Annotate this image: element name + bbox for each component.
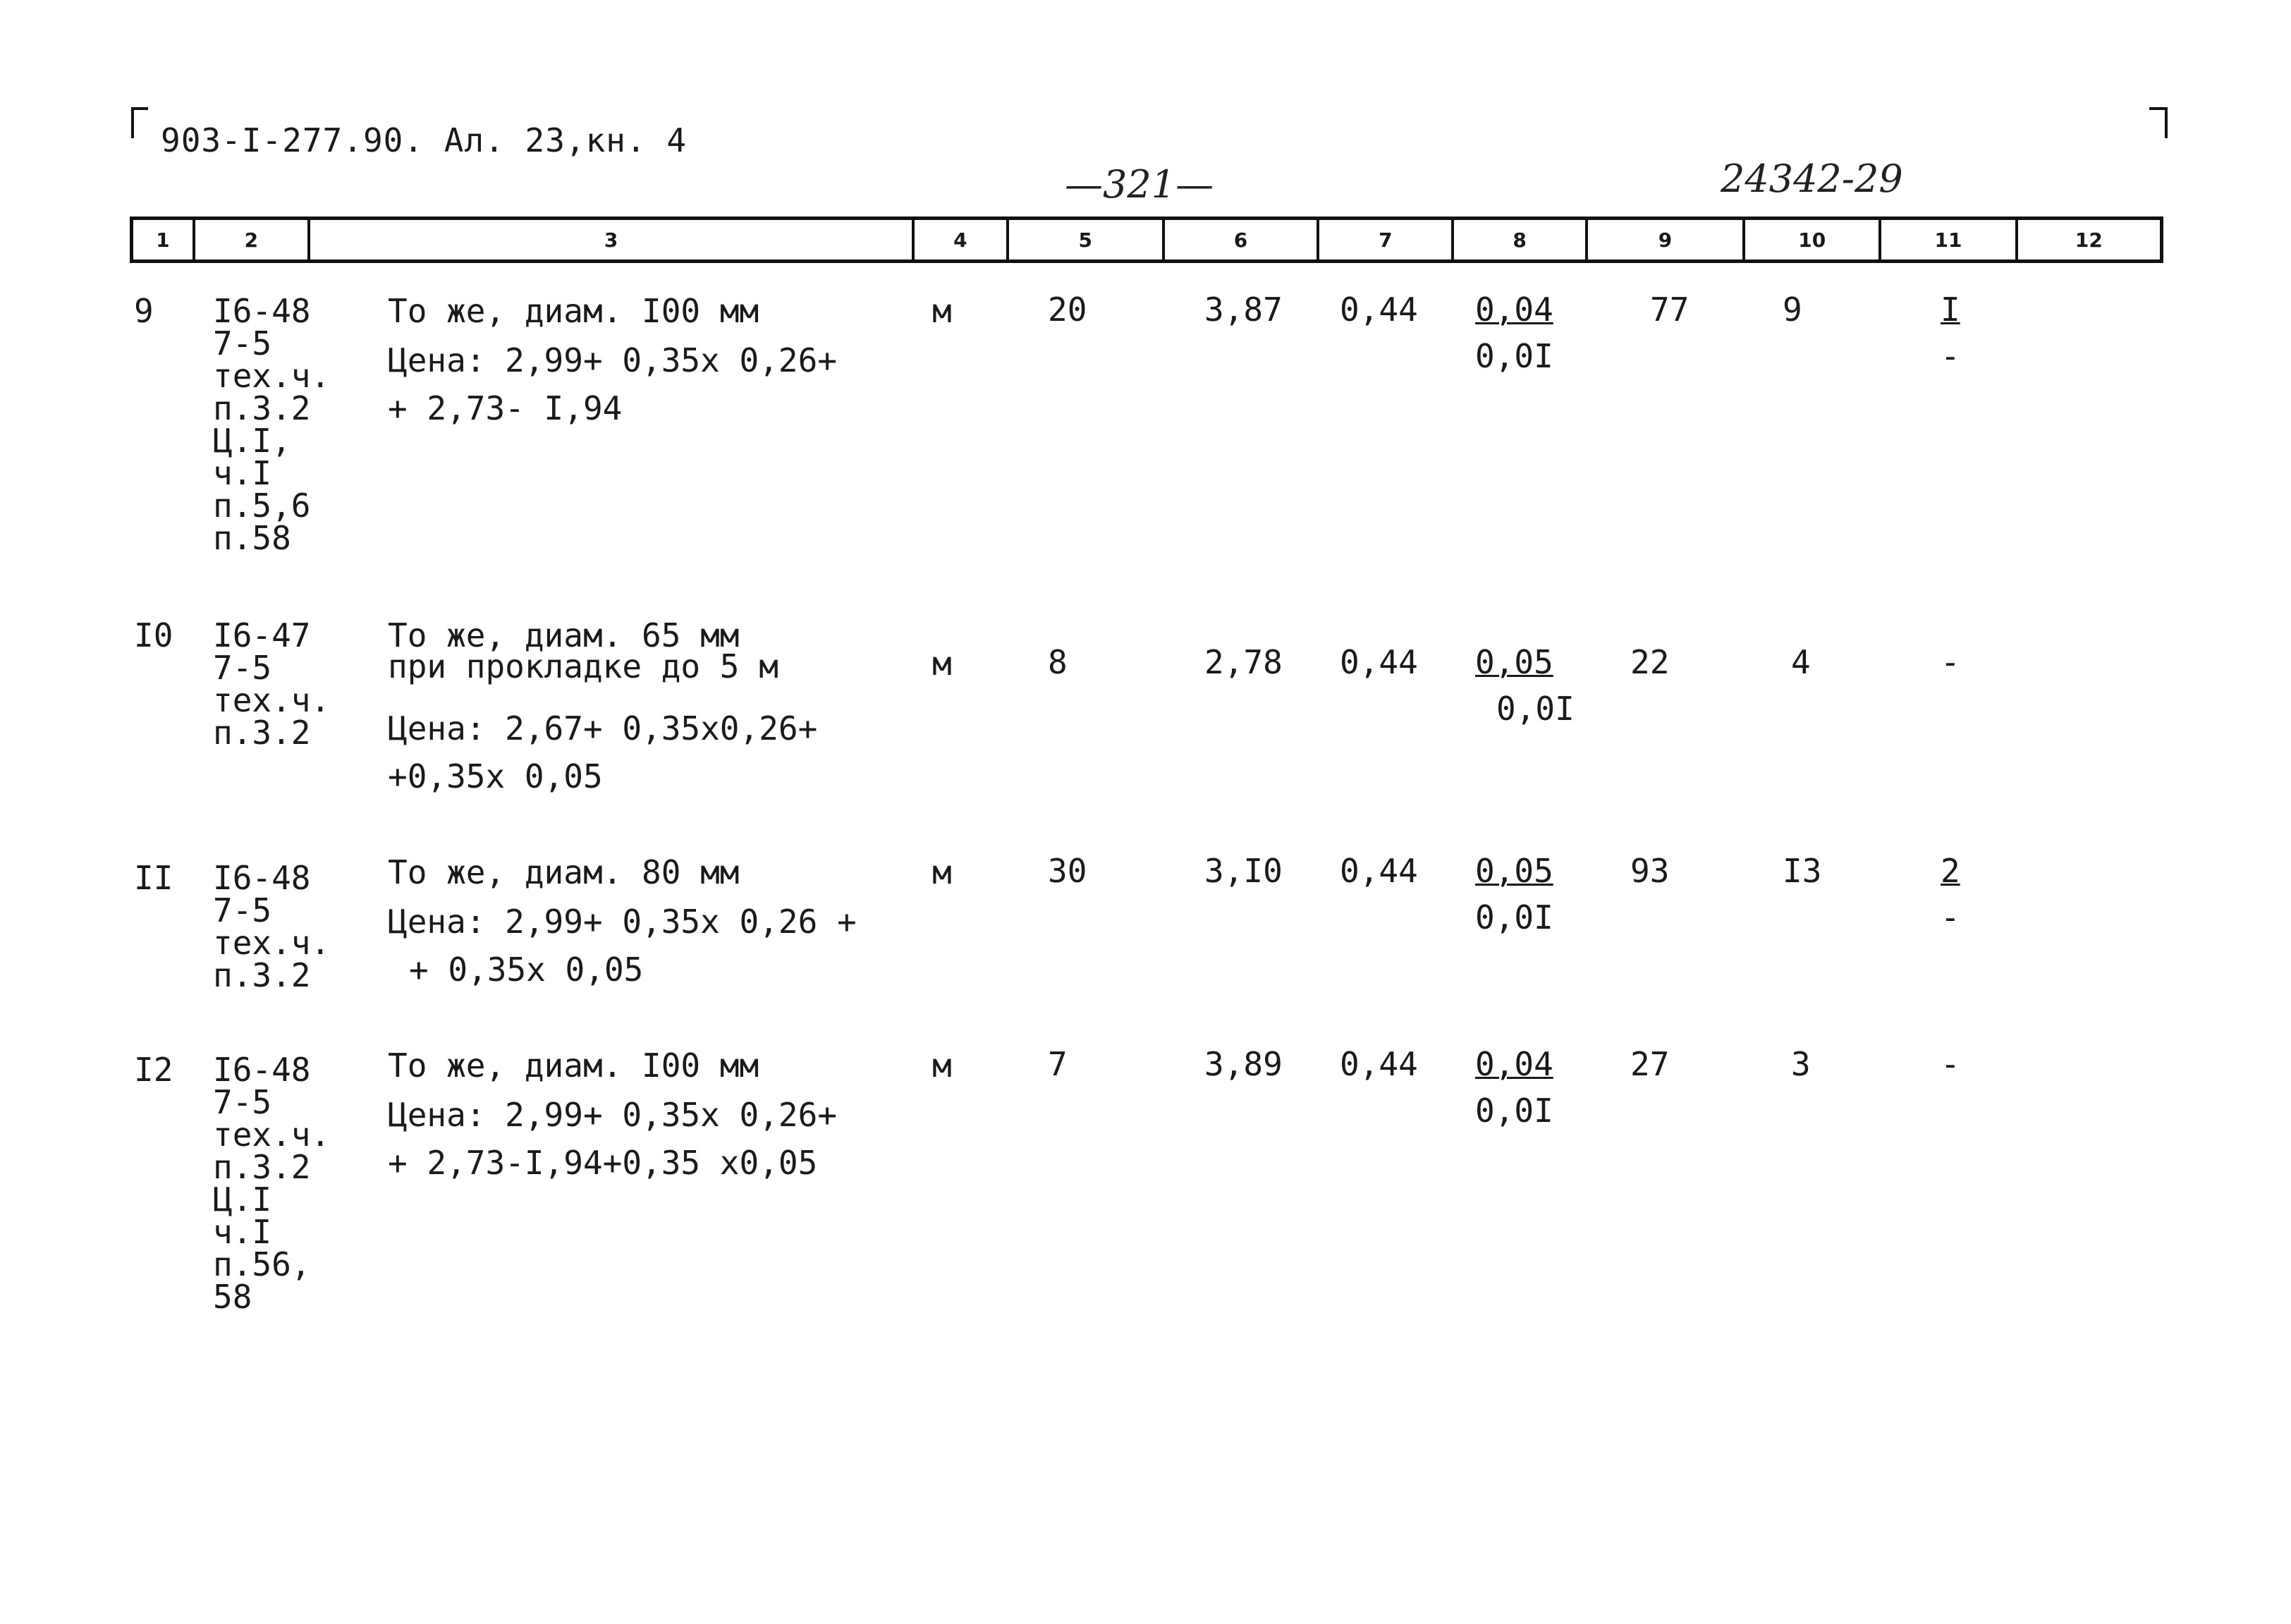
quantity: 20 bbox=[1048, 291, 1087, 329]
column-header: 7 bbox=[1319, 220, 1454, 260]
norm-code-line: Ц.I, bbox=[213, 422, 291, 460]
row-number: I2 bbox=[134, 1051, 173, 1089]
norm-code-line: п.58 bbox=[213, 519, 291, 557]
column-header: 2 bbox=[195, 220, 310, 260]
col9-value: 77 bbox=[1650, 291, 1690, 329]
norm-code-line: п.3.2 bbox=[213, 389, 311, 427]
quantity: 8 bbox=[1048, 643, 1068, 681]
col8-top-value: 0,04 bbox=[1475, 291, 1553, 329]
col8-top-value: 0,05 bbox=[1475, 643, 1553, 681]
column-header: 6 bbox=[1165, 220, 1319, 260]
corner-mark-right bbox=[2149, 107, 2168, 138]
col9-value: 27 bbox=[1630, 1045, 1670, 1083]
col10-value: 3 bbox=[1791, 1045, 1811, 1083]
document-code: 903-I-277.90. Ал. 23,кн. 4 bbox=[161, 121, 688, 159]
norm-code-line: п.56, bbox=[213, 1245, 311, 1283]
norm-code-line: ч.I bbox=[213, 454, 272, 492]
unit-price: 2,78 bbox=[1204, 643, 1283, 681]
norm-code-line: п.3.2 bbox=[213, 714, 311, 752]
column-header: 1 bbox=[133, 220, 195, 260]
page-number: —321— bbox=[1065, 162, 1214, 207]
col7-value: 0,44 bbox=[1340, 1045, 1418, 1083]
column-header: 4 bbox=[915, 220, 1009, 260]
col8-bottom-value: 0,0I bbox=[1496, 690, 1575, 728]
col11-bottom-value: - bbox=[1941, 337, 1960, 375]
column-header: 9 bbox=[1588, 220, 1745, 260]
norm-code-line: ч.I bbox=[213, 1213, 272, 1251]
norm-code-line: I6-47 bbox=[213, 616, 311, 654]
description-line: Цена: 2,99+ 0,35х 0,26+ bbox=[388, 341, 837, 379]
norm-code-line: 7-5 bbox=[213, 324, 272, 362]
norm-code-line: тех.ч. bbox=[213, 357, 331, 395]
sheet-number: 24342-29 bbox=[1721, 157, 1903, 201]
norm-code-line: тех.ч. bbox=[213, 924, 331, 962]
unit: м bbox=[932, 645, 952, 683]
description-line: То же, диам. I00 мм bbox=[388, 1046, 759, 1085]
norm-code-line: I6-48 bbox=[213, 859, 311, 897]
description-line: + 0,35х 0,05 bbox=[409, 951, 644, 989]
description-line: + 2,73-I,94+0,35 х0,05 bbox=[388, 1144, 818, 1182]
col9-value: 93 bbox=[1630, 852, 1670, 890]
column-header: 10 bbox=[1745, 220, 1881, 260]
col11-top-value: - bbox=[1941, 643, 1960, 681]
norm-code-line: 7-5 bbox=[213, 1083, 272, 1121]
norm-code-line: п.3.2 bbox=[213, 956, 311, 994]
norm-code-line: п.3.2 bbox=[213, 1148, 311, 1186]
quantity: 30 bbox=[1048, 852, 1087, 890]
norm-code-line: Ц.I bbox=[213, 1180, 272, 1219]
corner-mark-left bbox=[131, 107, 148, 138]
col11-bottom-value: - bbox=[1941, 898, 1960, 936]
norm-code-line: 7-5 bbox=[213, 891, 272, 929]
col11-top-value: 2 bbox=[1941, 852, 1960, 890]
description-line: То же, диам. 80 мм bbox=[388, 853, 740, 891]
col11-top-value: - bbox=[1941, 1045, 1960, 1083]
col7-value: 0,44 bbox=[1340, 643, 1418, 681]
unit: м bbox=[932, 853, 952, 891]
description-line: Цена: 2,99+ 0,35х 0,26 + bbox=[388, 903, 857, 941]
row-number: II bbox=[134, 859, 173, 897]
row-number: 9 bbox=[134, 292, 154, 330]
column-header: 3 bbox=[310, 220, 915, 260]
column-header: 12 bbox=[2075, 228, 2103, 252]
norm-code-line: 7-5 bbox=[213, 649, 272, 687]
col10-value: 4 bbox=[1791, 643, 1811, 681]
quantity: 7 bbox=[1048, 1045, 1068, 1083]
unit-price: 3,89 bbox=[1204, 1045, 1283, 1083]
norm-code-line: I6-48 bbox=[213, 1051, 311, 1089]
col8-bottom-value: 0,0I bbox=[1475, 337, 1553, 375]
col8-top-value: 0,04 bbox=[1475, 1045, 1553, 1083]
description-line: То же, диам. 65 мм bbox=[388, 616, 740, 654]
col7-value: 0,44 bbox=[1340, 852, 1418, 890]
column-header-row bbox=[130, 216, 2163, 263]
description-line: +0,35х 0,05 bbox=[388, 757, 603, 795]
norm-code-line: 58 bbox=[213, 1278, 252, 1316]
col10-value: I3 bbox=[1783, 852, 1822, 890]
unit: м bbox=[932, 292, 952, 330]
norm-code-line: п.5,6 bbox=[213, 487, 311, 525]
col10-value: 9 bbox=[1783, 291, 1802, 329]
unit-price: 3,87 bbox=[1204, 291, 1283, 329]
col9-value: 22 bbox=[1630, 643, 1670, 681]
col8-bottom-value: 0,0I bbox=[1475, 1092, 1553, 1130]
col7-value: 0,44 bbox=[1340, 291, 1418, 329]
description-line: при прокладке до 5 м bbox=[388, 647, 778, 685]
col8-top-value: 0,05 bbox=[1475, 852, 1553, 890]
col11-top-value: I bbox=[1941, 291, 1960, 329]
column-header: 5 bbox=[1009, 220, 1165, 260]
unit-price: 3,I0 bbox=[1204, 852, 1283, 890]
description-line: + 2,73- I,94 bbox=[388, 389, 623, 427]
description-line: Цена: 2,99+ 0,35х 0,26+ bbox=[388, 1096, 837, 1134]
column-header: 8 bbox=[1454, 220, 1587, 260]
norm-code-line: тех.ч. bbox=[213, 1116, 331, 1154]
row-number: I0 bbox=[134, 616, 173, 654]
description-line: Цена: 2,67+ 0,35х0,26+ bbox=[388, 709, 818, 747]
unit: м bbox=[932, 1046, 952, 1085]
col8-bottom-value: 0,0I bbox=[1475, 898, 1553, 936]
norm-code-line: тех.ч. bbox=[213, 681, 331, 719]
description-line: То же, диам. I00 мм bbox=[388, 292, 759, 330]
norm-code-line: I6-48 bbox=[213, 292, 311, 330]
column-header: 11 bbox=[1881, 220, 2017, 260]
